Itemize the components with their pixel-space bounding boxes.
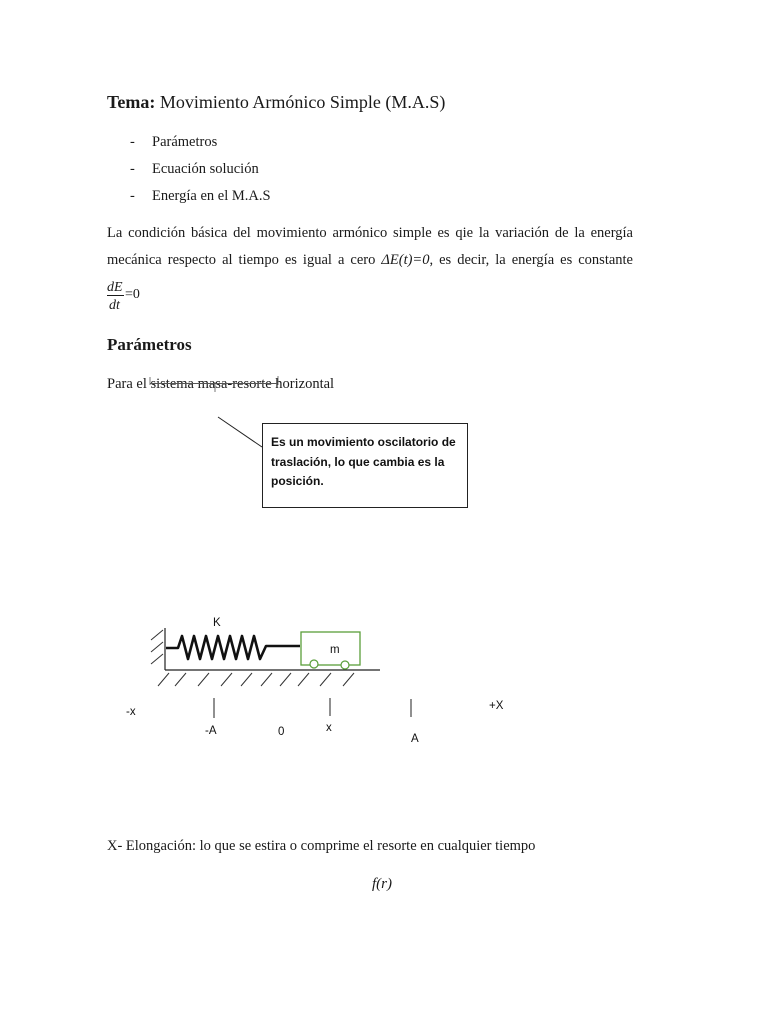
bullet-dash: - — [130, 161, 135, 177]
wheel-right — [341, 661, 349, 669]
amplitude-label: A — [411, 733, 419, 745]
paragraph-line-1: La condición básica del movimiento armónico simple es qie la variación de la energía — [107, 225, 633, 241]
formula-rhs: =0 — [125, 287, 140, 302]
mass-label: m — [330, 644, 340, 656]
floor-hatch — [158, 673, 354, 686]
wall-hatch — [151, 642, 163, 652]
neg-axis-label: -x — [126, 706, 136, 718]
formula-denominator: dt — [109, 298, 120, 313]
wall-hatch — [151, 630, 163, 640]
formula-numerator: dE — [107, 280, 123, 295]
bullet-text: Parámetros — [152, 134, 218, 150]
position-label: x — [326, 722, 332, 734]
pos-axis-label: +X — [489, 700, 504, 712]
title-text: Movimiento Armónico Simple (M.A.S) — [159, 92, 446, 112]
paragraph-line-2-end: , es decir, la energía es constante — [429, 252, 633, 268]
spring-constant-label: K — [213, 617, 221, 629]
energy-equation: ΔE(t)=0 — [381, 252, 430, 268]
callout-box: Es un movimiento oscilatorio de traslación, lo que cambia es la posición. — [262, 423, 468, 508]
bullet-dash: - — [130, 134, 135, 150]
wheel-left — [310, 660, 318, 668]
section-heading: Parámetros — [107, 335, 192, 354]
bullet-dash: - — [130, 188, 135, 204]
function-expression: f(r) — [372, 876, 392, 892]
callout-pointer-line — [218, 417, 262, 447]
bullet-text: Ecuación solución — [152, 161, 259, 177]
intro-text: Para el sistema masa-resorte horizontal — [107, 376, 335, 392]
wall-hatch — [151, 654, 163, 664]
bullet-text: Energía en el M.A.S — [152, 188, 271, 204]
neg-amplitude-label: -A — [205, 725, 217, 737]
spring — [166, 636, 300, 659]
title-label: Tema: — [107, 92, 156, 112]
origin-label: 0 — [278, 726, 285, 738]
paragraph-line-2-start: mecánica respecto al tiempo es igual a cero — [107, 252, 382, 268]
elongation-definition: X- Elongación: lo que se estira o comprime el resorte en cualquier tiempo — [107, 838, 536, 854]
